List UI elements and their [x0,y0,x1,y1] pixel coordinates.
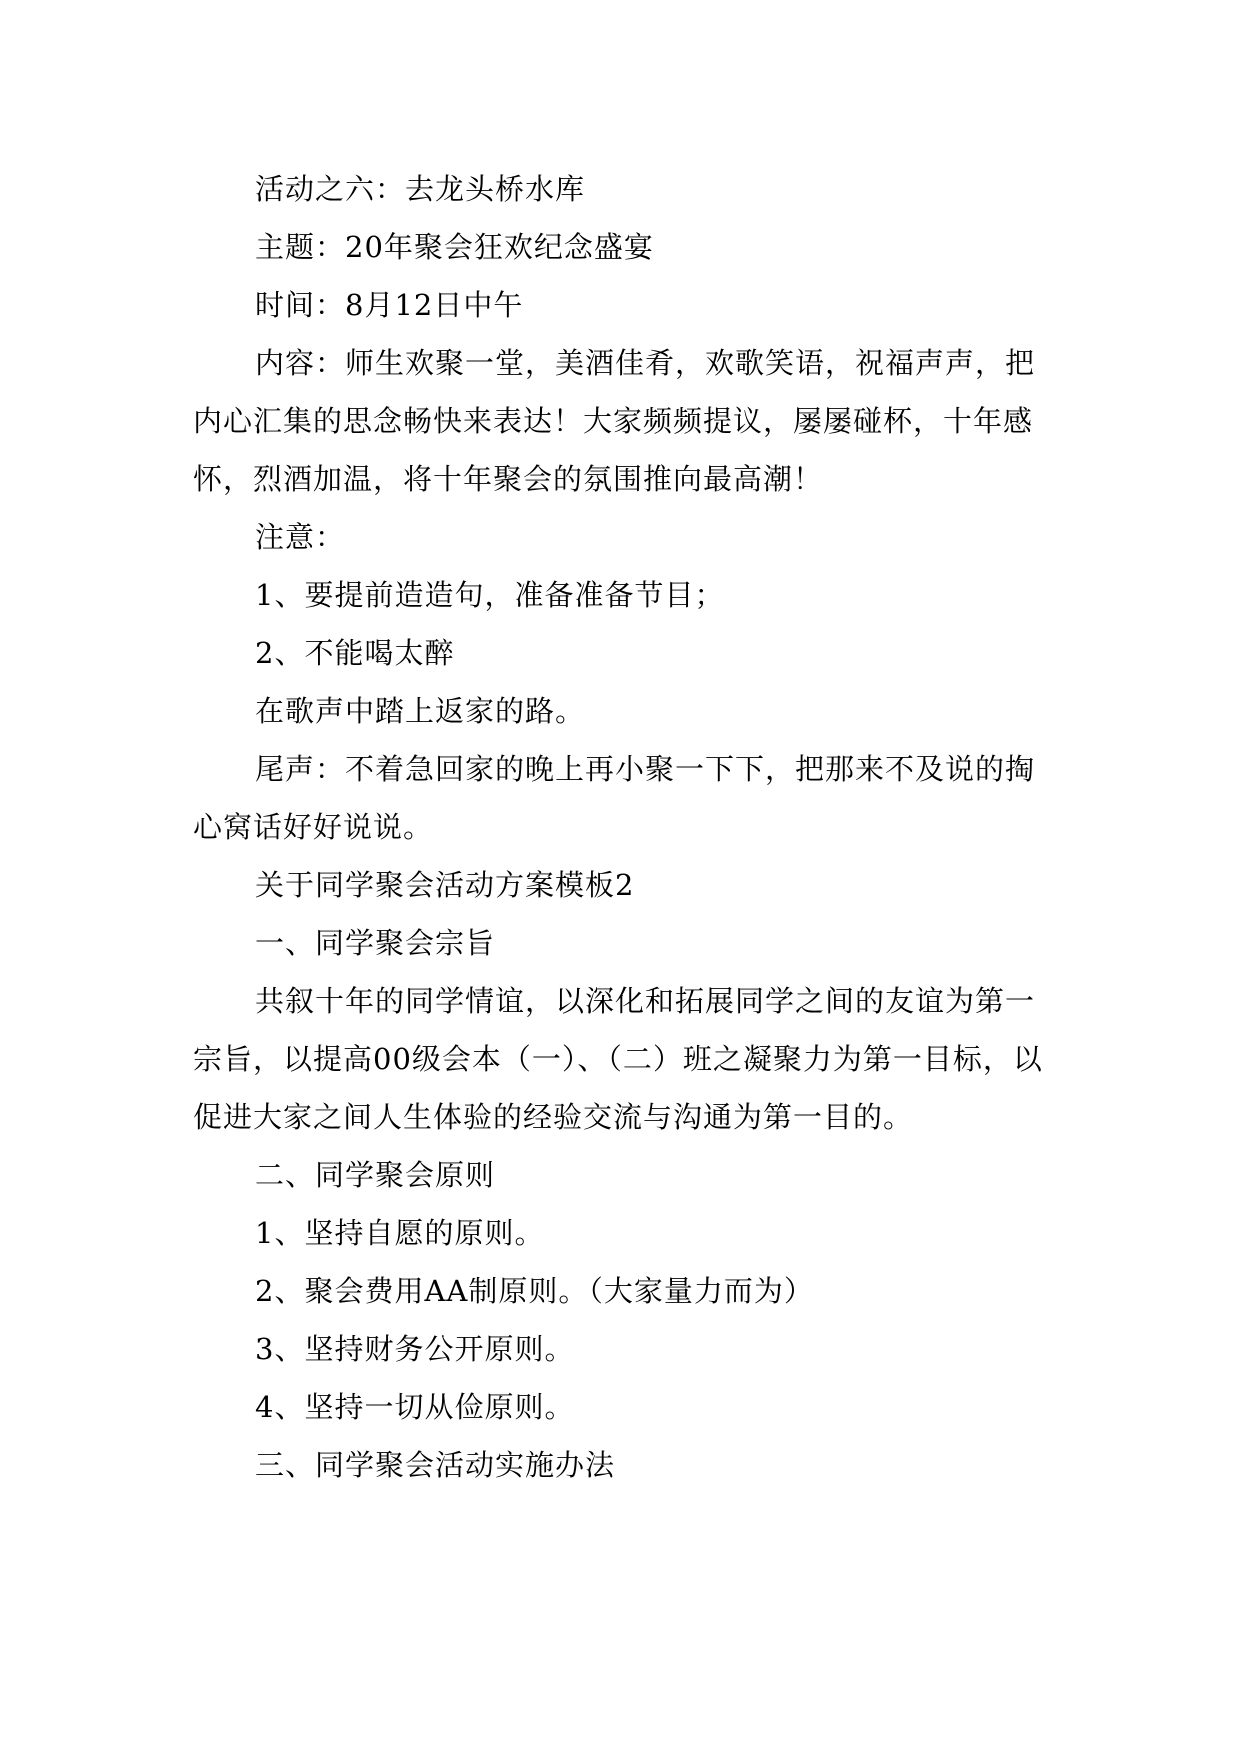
principle-item-1: 1、坚持自愿的原则。 [255,1216,545,1250]
paragraph-return-home: 在歌声中踏上返家的路。 [255,694,586,728]
heading-purpose: 一、同学聚会宗旨 [255,926,496,960]
paragraph-notice-heading: 注意： [255,520,346,554]
heading-implementation: 三、同学聚会活动实施办法 [255,1448,616,1482]
principle-item-3: 3、坚持财务公开原则。 [255,1332,575,1366]
paragraph-notice-item-1: 1、要提前造造句，准备准备节目； [255,578,725,612]
paragraph-theme: 主题：20年聚会狂欢纪念盛宴 [255,230,654,264]
paragraph-notice-item-2: 2、不能喝太醉 [255,636,455,670]
paragraph-activity-six: 活动之六：去龙头桥水库 [255,172,586,206]
paragraph-time: 时间：8月12日中午 [255,288,524,322]
paragraph-purpose: 共叙十年的同学情谊，以深化和拓展同学之间的友谊为第一宗旨，以提高00级会本（一）、（二）班之凝聚力为第一目标，以促进大家之间人生体验的经验交流与沟通为第一目的。 [193,984,1043,1134]
heading-principles: 二、同学聚会原则 [255,1158,496,1192]
paragraph-content: 内容：师生欢聚一堂，美酒佳肴，欢歌笑语，祝福声声，把内心汇集的思念畅快来表达！大家频频提议，屡屡碰杯，十年感怀，烈酒加温，将十年聚会的氛围推向最高潮！ [193,346,1036,496]
section-title-template-2: 关于同学聚会活动方案模板2 [255,868,635,902]
paragraph-epilogue: 尾声：不着急回家的晚上再小聚一下下，把那来不及说的掏心窝话好好说说。 [193,752,1036,844]
document-body [193,160,1063,1494]
principle-item-4: 4、坚持一切从俭原则。 [255,1390,575,1424]
principle-item-2: 2、聚会费用AA制原则。（大家量力而为） [255,1274,814,1308]
